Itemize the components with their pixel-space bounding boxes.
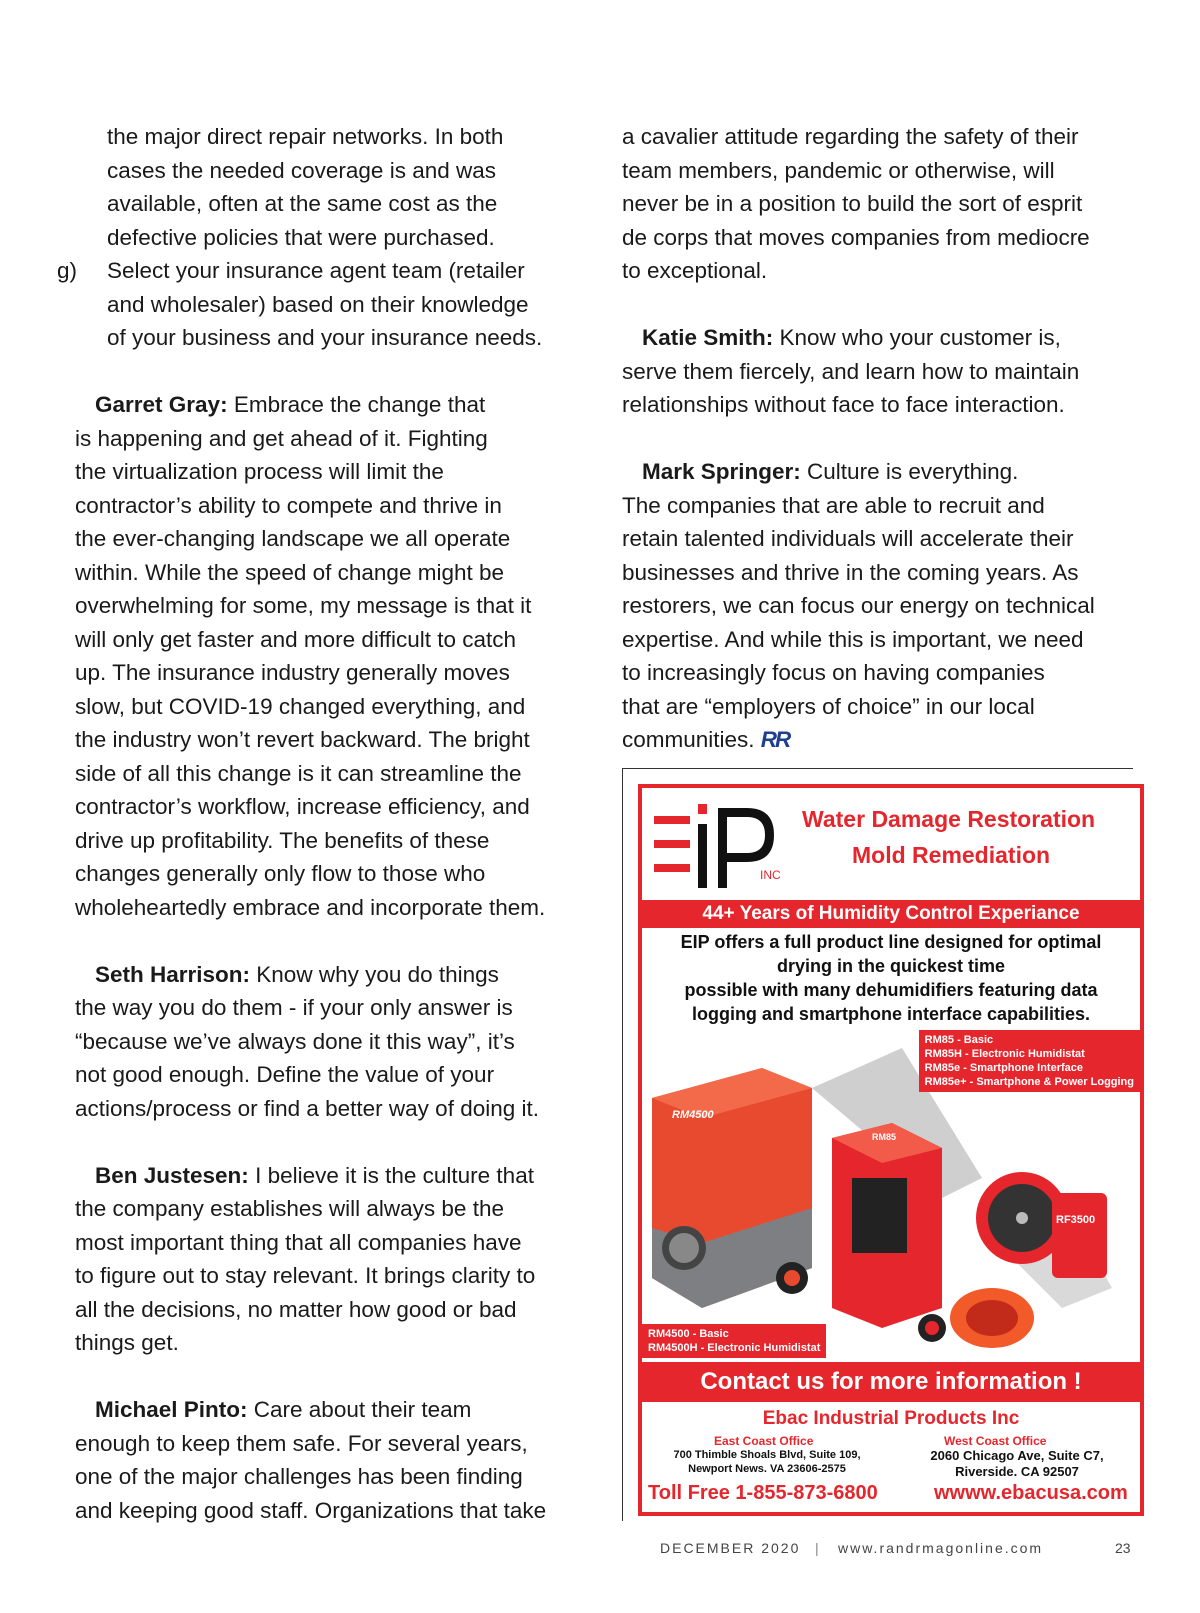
east-office-label: East Coast Office	[714, 1434, 814, 1448]
west-office-label: West Coast Office	[944, 1434, 1047, 1448]
speaker-name: Mark Springer:	[642, 459, 801, 484]
list-item-g	[57, 254, 585, 355]
text-line: actions/process or find a better way of doing it.	[75, 1095, 539, 1121]
text-line: enough to keep them safe. For several years,	[75, 1430, 528, 1456]
air-mover-icon	[950, 1288, 1034, 1348]
text-line: expertise. And while this is important, we need	[622, 626, 1084, 652]
offer-line: EIP offers a full product line designed for optimal	[680, 932, 1102, 952]
footer-date: DECEMBER 2020	[660, 1540, 801, 1556]
west-office-address	[902, 1448, 1132, 1480]
list-line: and wholesaler) based on their knowledge	[107, 291, 529, 317]
speaker-name: Garret Gray:	[95, 392, 228, 417]
contact-band: Contact us for more information !	[642, 1362, 1140, 1402]
advertisement[interactable]	[638, 784, 1144, 1516]
text-line: is happening and get ahead of it. Fighting	[75, 425, 488, 451]
text-line: drive up profitability. The benefits of these	[75, 827, 490, 853]
answer-text: Embrace the change that	[227, 392, 486, 417]
text-line: wholeheartedly embrace and incorporate them.	[75, 894, 546, 920]
text-line: to exceptional.	[622, 258, 768, 283]
offer-line: logging and smartphone interface capabilities.	[691, 1004, 1091, 1024]
answer-ben	[75, 1159, 585, 1193]
text-line: “because we’ve always done it this way”, it’s	[75, 1028, 515, 1054]
speaker-name: Michael Pinto:	[95, 1397, 248, 1422]
left-column	[57, 120, 585, 1527]
logo-inc-text: INC	[760, 868, 781, 882]
list-line: Select your insurance agent team (retailer	[107, 258, 525, 283]
dehumidifier-medium-icon	[832, 1123, 946, 1342]
text-line: within. While the speed of change might be	[75, 559, 505, 585]
text-line: team members, pandemic or otherwise, will	[622, 157, 1055, 183]
text-line: restorers, we can focus our energy on technical	[622, 593, 1095, 618]
ad-experience-band: 44+ Years of Humidity Control Experiance	[642, 900, 1140, 928]
answer-garret	[75, 388, 585, 422]
text-line: to figure out to stay relevant. It brings clarity to	[75, 1263, 536, 1288]
text-line: the industry won’t revert backward. The bright	[75, 727, 530, 752]
text-line: not good enough. Define the value of your	[75, 1062, 495, 1087]
ad-website-link[interactable]: wwww.ebacusa.com	[934, 1482, 1128, 1504]
text-line	[622, 723, 1142, 757]
list-marker: g)	[57, 258, 78, 283]
right-column	[622, 120, 1142, 757]
model-line: RM85H - Electronic Humidistat	[924, 1048, 1085, 1060]
dehumidifier-large-icon	[652, 1068, 812, 1308]
text-end: communities.	[622, 727, 761, 752]
text-line: the company establishes will always be the	[75, 1196, 504, 1221]
answer-text: Care about their team	[247, 1397, 472, 1422]
list-line: defective policies that were purchased.	[107, 224, 495, 250]
answer-text: Know who your customer is,	[773, 325, 1061, 350]
rm4500-models-list	[642, 1324, 826, 1358]
list-line: the major direct repair networks. In both	[107, 124, 504, 149]
model-line: RM85e - Smartphone Interface	[924, 1062, 1083, 1074]
page-number: 23	[1115, 1540, 1131, 1556]
unit-label-text: RM4500	[672, 1109, 714, 1121]
offer-line: drying in the quickest time	[776, 956, 1006, 976]
answer-michael	[75, 1393, 585, 1427]
text-line: a cavalier attitude regarding the safety of their	[622, 124, 1079, 149]
text-line: never be in a position to build the sort of esprit	[622, 191, 1083, 216]
text-line: that are “employers of choice” in our local	[622, 693, 1035, 719]
address-line: Newport News. VA 23606-2575	[688, 1463, 846, 1475]
answer-text: Know why you do things	[250, 961, 499, 987]
rr-end-mark-icon: RR	[760, 727, 790, 752]
text-line: side of all this change is it can streamline the	[75, 760, 522, 786]
text-line: up. The insurance industry generally moves	[75, 660, 510, 685]
text-line: and keeping good staff. Organizations that take	[75, 1497, 547, 1523]
list-line: available, often at the same cost as the	[107, 191, 498, 216]
model-line: RM4500H - Electronic Humidistat	[648, 1342, 821, 1354]
speaker-name: Ben Justesen:	[95, 1162, 249, 1188]
speaker-name: Katie Smith:	[642, 325, 774, 350]
speaker-name: Seth Harrison:	[95, 961, 251, 987]
list-line: of your business and your insurance needs.	[107, 325, 543, 350]
model-line: RM85 - Basic	[924, 1034, 994, 1046]
text-line: retain talented individuals will accelerate their	[622, 526, 1074, 551]
text-line: to increasingly focus on having companies	[622, 660, 1045, 685]
ad-offer-text	[648, 930, 1134, 1026]
answer-mark	[622, 455, 1142, 489]
text-line: the way you do them - if your only answer is	[75, 995, 513, 1020]
text-line: contractor’s workflow, increase efficiency, and	[75, 794, 530, 819]
text-line: slow, but COVID-19 changed everything, and	[75, 693, 526, 719]
text-line: relationships without face to face interaction.	[622, 392, 1065, 417]
contact-box	[642, 1402, 1140, 1512]
east-office-address	[652, 1448, 882, 1476]
ad-title-mold: Mold Remediation	[852, 842, 1051, 868]
list-line: cases the needed coverage is and was	[107, 157, 497, 183]
answer-seth	[75, 958, 585, 992]
address-line: Riverside. CA 92507	[955, 1464, 1079, 1479]
text-line: de corps that moves companies from mediocre	[622, 224, 1090, 250]
unit-label-text: RF3500	[1056, 1214, 1096, 1226]
text-line: contractor’s ability to compete and thrive in	[75, 492, 502, 518]
text-line: overwhelming for some, my message is that it	[75, 593, 532, 618]
unit-label-text: RM85	[872, 1132, 897, 1142]
text-line: most important thing that all companies have	[75, 1229, 522, 1255]
company-name: Ebac Industrial Products Inc	[762, 1408, 1020, 1429]
text-line: changes generally only flow to those who	[75, 861, 486, 886]
text-line: will only get faster and more difficult to catch	[75, 626, 517, 652]
answer-katie	[622, 321, 1142, 355]
text-line: serve them fiercely, and learn how to maintain	[622, 358, 1080, 384]
footer-site-link[interactable]: www.randrmagonline.com	[838, 1540, 1044, 1556]
offer-line: possible with many dehumidifiers featuring data	[684, 980, 1098, 1000]
toll-free-phone[interactable]: Toll Free 1-855-873-6800	[648, 1482, 878, 1504]
ad-title-water-damage: Water Damage Restoration	[802, 806, 1096, 832]
text-line: one of the major challenges has been finding	[75, 1464, 523, 1489]
text-line: the ever-changing landscape we all operate	[75, 526, 511, 551]
ad-header	[642, 788, 1140, 904]
text-line: The companies that are able to recruit and	[622, 492, 1045, 518]
footer-separator: |	[815, 1540, 821, 1556]
text-line: businesses and thrive in the coming years. As	[622, 559, 1079, 585]
text-line: the virtualization process will limit the	[75, 459, 444, 484]
answer-text: I believe it is the culture that	[248, 1162, 534, 1188]
model-line: RM85e+ - Smartphone & Power Logging	[924, 1076, 1134, 1088]
text-line: things get.	[75, 1330, 179, 1355]
model-line: RM4500 - Basic	[648, 1328, 729, 1340]
address-line: 2060 Chicago Ave, Suite C7,	[930, 1448, 1104, 1463]
address-line: 700 Thimble Shoals Blvd, Suite 109,	[673, 1449, 861, 1461]
answer-text: Culture is everything.	[800, 459, 1019, 484]
text-line: all the decisions, no matter how good or bad	[75, 1296, 517, 1322]
rm85-models-list	[919, 1030, 1140, 1092]
